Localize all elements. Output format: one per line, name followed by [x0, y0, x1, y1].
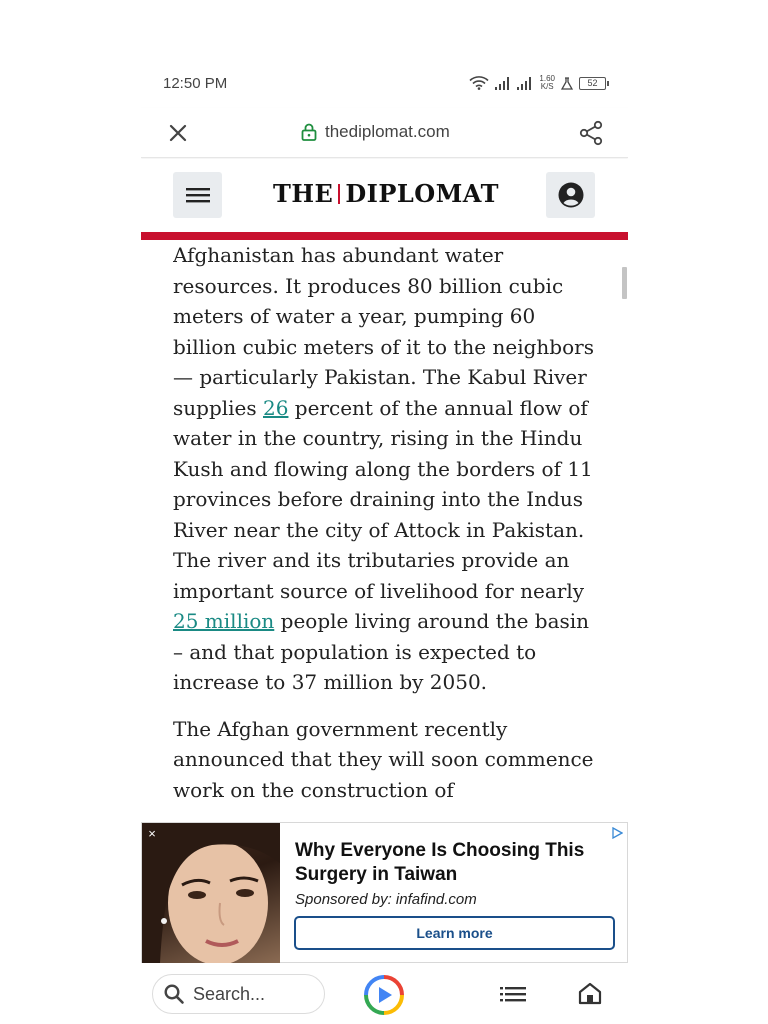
search-icon — [163, 983, 185, 1005]
site-logo[interactable] — [273, 179, 499, 208]
flask-icon — [561, 77, 573, 90]
status-bar — [141, 60, 628, 108]
logo-diplomat: DIPLOMAT — [345, 179, 499, 208]
ad-choices-icon[interactable] — [611, 827, 623, 839]
article-link-25-million[interactable]: 25 million — [173, 609, 275, 633]
list-button[interactable] — [499, 980, 527, 1008]
list-icon — [500, 985, 526, 1003]
close-button[interactable] — [165, 120, 191, 146]
article-paragraph: The Afghan government recently announced that they will soon commence work on the construction of — [173, 716, 594, 802]
search-input[interactable] — [152, 974, 325, 1014]
header-accent-bar — [141, 232, 628, 240]
url-bar — [141, 108, 628, 158]
url-display[interactable] — [301, 122, 450, 142]
signal-icon — [495, 77, 511, 90]
battery-level: 52 — [587, 78, 598, 88]
ad-portrait-illustration — [142, 823, 280, 963]
status-icons — [469, 74, 606, 92]
user-icon — [558, 182, 584, 208]
menu-button[interactable] — [173, 172, 222, 218]
share-icon — [578, 120, 604, 146]
signal-icon — [517, 77, 533, 90]
article-paragraph: Afghanistan has abundant water resources. It produces 80 billion cubic meters of water a year, pumping 60 billion cubic meters of it to the neighbors — particularly Pakistan. The Kabul River supplies 26 percent of the annual flow of water in the country, rising in the Hindu Kush and flowing along the borders of 11 provinces before draining into the Indus River near the city of Attock in Pakistan. The river and its tributaries provide an important source of livelihood for nearly 25 million people living around the basin – and that population is expected to increase to 37 million by 2050. — [173, 243, 594, 694]
site-header — [141, 159, 628, 233]
phone-viewport — [141, 60, 628, 1024]
play-icon[interactable] — [363, 974, 405, 1016]
wifi-icon — [469, 76, 489, 90]
close-icon — [168, 123, 188, 143]
ad-image[interactable] — [142, 823, 280, 963]
logo-separator — [338, 184, 340, 204]
ad-close-button[interactable]: × — [148, 825, 156, 841]
user-account-button[interactable] — [546, 172, 595, 218]
sponsored-ad[interactable] — [141, 822, 628, 963]
lock-icon — [301, 123, 317, 141]
url-text: thediplomat.com — [325, 122, 450, 141]
logo-the: THE — [273, 179, 334, 208]
hamburger-icon — [186, 186, 210, 204]
search-placeholder: Search... — [193, 983, 266, 1004]
ad-learn-more-button[interactable]: Learn more — [294, 916, 615, 950]
ad-sponsor: Sponsored by: infafind.com — [295, 891, 477, 908]
home-button[interactable] — [576, 979, 604, 1007]
article-link-26[interactable]: 26 — [263, 395, 289, 420]
share-button[interactable] — [576, 118, 606, 148]
scrollbar-thumb[interactable] — [622, 267, 627, 299]
home-icon — [578, 981, 602, 1005]
bottom-toolbar — [141, 963, 628, 1024]
network-speed: 1.60 K/S — [539, 74, 555, 91]
battery-icon — [579, 77, 606, 90]
status-time: 12:50 PM — [163, 75, 228, 92]
ad-title[interactable]: Why Everyone Is Choosing This Surgery in Taiwan — [295, 840, 585, 885]
article-body — [173, 240, 603, 822]
